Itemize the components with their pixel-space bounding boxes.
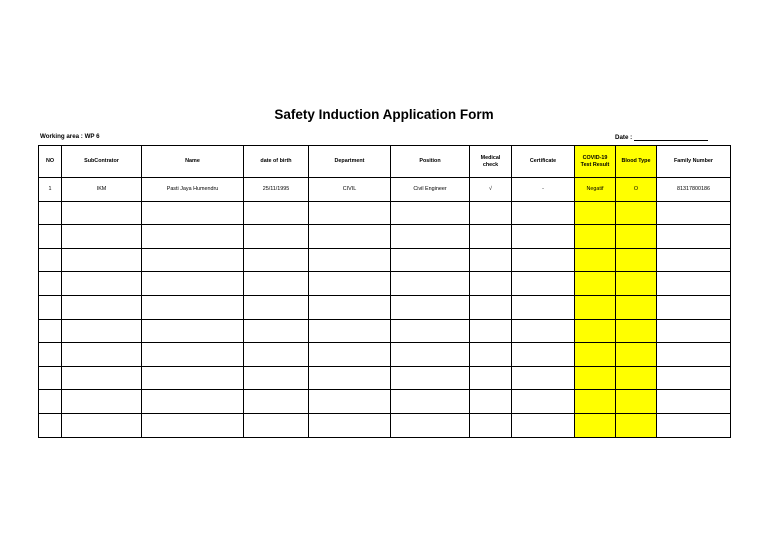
cell-medical-check-empty[interactable] [470, 319, 512, 343]
header-covid-test-result [575, 146, 616, 178]
cell-date-of-birth-empty[interactable] [244, 366, 309, 390]
cell-name[interactable]: Pasti Jaya Humendru [142, 178, 244, 202]
cell-certificate-empty[interactable] [512, 295, 575, 319]
cell-date-of-birth-empty[interactable] [244, 295, 309, 319]
cell-medical-check-empty[interactable] [470, 366, 512, 390]
cell-position[interactable]: Civil Engineer [391, 178, 470, 202]
cell-position-empty[interactable] [391, 201, 470, 225]
date-field [615, 133, 708, 141]
cell-no-empty[interactable] [39, 343, 62, 367]
cell-subcontrator-empty[interactable] [62, 295, 142, 319]
cell-family-number-empty[interactable] [657, 390, 731, 414]
cell-name-empty[interactable] [142, 366, 244, 390]
cell-position-empty[interactable] [391, 413, 470, 437]
cell-subcontrator-empty[interactable] [62, 225, 142, 249]
form-title: Safety Induction Application Form [274, 107, 494, 122]
cell-blood-type[interactable]: O [616, 178, 657, 202]
cell-position-empty[interactable] [391, 225, 470, 249]
table-row-empty [39, 390, 731, 414]
table-body [39, 178, 731, 438]
cell-no[interactable]: 1 [39, 178, 62, 202]
cell-certificate-empty[interactable] [512, 343, 575, 367]
cell-name-empty[interactable] [142, 248, 244, 272]
cell-date-of-birth-empty[interactable] [244, 390, 309, 414]
cell-blood-type-empty[interactable] [616, 413, 657, 437]
cell-date-of-birth-empty[interactable] [244, 272, 309, 296]
cell-certificate-empty[interactable] [512, 366, 575, 390]
cell-name-empty[interactable] [142, 201, 244, 225]
header-row [39, 146, 731, 178]
cell-family-number-empty[interactable] [657, 413, 731, 437]
cell-date-of-birth-empty[interactable] [244, 225, 309, 249]
cell-date-of-birth-empty[interactable] [244, 343, 309, 367]
cell-covid-test-result[interactable]: Negatif [575, 178, 616, 202]
cell-family-number-empty[interactable] [657, 366, 731, 390]
table-row-empty [39, 201, 731, 225]
header-medical-check [470, 146, 512, 178]
cell-family-number-empty[interactable] [657, 248, 731, 272]
cell-subcontrator-empty[interactable] [62, 390, 142, 414]
header-date-of-birth: date of birth [244, 146, 309, 178]
header-position: Position [391, 146, 470, 178]
cell-position-empty[interactable] [391, 248, 470, 272]
cell-no-empty[interactable] [39, 248, 62, 272]
header-no: NO [39, 146, 62, 178]
table-row-empty [39, 343, 731, 367]
cell-blood-type-empty[interactable] [616, 366, 657, 390]
cell-medical-check-empty[interactable] [470, 390, 512, 414]
cell-subcontrator[interactable]: IKM [62, 178, 142, 202]
table-row [39, 178, 731, 202]
table-row-empty [39, 295, 731, 319]
cell-family-number-empty[interactable] [657, 272, 731, 296]
header-blood-type: Blood Type [616, 146, 657, 178]
cell-certificate-empty[interactable] [512, 272, 575, 296]
table-row-empty [39, 319, 731, 343]
cell-blood-type-empty[interactable] [616, 390, 657, 414]
header-name: Name [142, 146, 244, 178]
induction-table [38, 145, 731, 438]
cell-medical-check-empty[interactable] [470, 272, 512, 296]
cell-medical-check-empty[interactable] [470, 225, 512, 249]
cell-name-empty[interactable] [142, 413, 244, 437]
cell-blood-type-empty[interactable] [616, 295, 657, 319]
cell-no-empty[interactable] [39, 225, 62, 249]
date-blank-line [634, 133, 708, 141]
table-row-empty [39, 248, 731, 272]
cell-subcontrator-empty[interactable] [62, 272, 142, 296]
cell-covid-test-result-empty[interactable] [575, 248, 616, 272]
cell-blood-type-empty[interactable] [616, 201, 657, 225]
cell-certificate-empty[interactable] [512, 319, 575, 343]
cell-certificate-empty[interactable] [512, 201, 575, 225]
cell-medical-check-empty[interactable] [470, 413, 512, 437]
table-row-empty [39, 413, 731, 437]
cell-blood-type-empty[interactable] [616, 272, 657, 296]
cell-no-empty[interactable] [39, 366, 62, 390]
table-row-empty [39, 366, 731, 390]
cell-blood-type-empty[interactable] [616, 225, 657, 249]
cell-date-of-birth-empty[interactable] [244, 413, 309, 437]
cell-date-of-birth-empty[interactable] [244, 201, 309, 225]
cell-family-number-empty[interactable] [657, 295, 731, 319]
cell-name-empty[interactable] [142, 343, 244, 367]
cell-subcontrator-empty[interactable] [62, 248, 142, 272]
cell-family-number-empty[interactable] [657, 343, 731, 367]
cell-covid-test-result-empty[interactable] [575, 272, 616, 296]
cell-name-empty[interactable] [142, 295, 244, 319]
header-covid-line1: COVID-19 [582, 154, 608, 161]
cell-subcontrator-empty[interactable] [62, 319, 142, 343]
cell-no-empty[interactable] [39, 413, 62, 437]
cell-family-number[interactable]: 81317800186 [657, 178, 731, 202]
cell-blood-type-empty[interactable] [616, 343, 657, 367]
cell-no-empty[interactable] [39, 295, 62, 319]
cell-no-empty[interactable] [39, 201, 62, 225]
cell-certificate[interactable]: - [512, 178, 575, 202]
cell-certificate-empty[interactable] [512, 390, 575, 414]
cell-department-empty[interactable] [309, 390, 391, 414]
cell-department-empty[interactable] [309, 413, 391, 437]
cell-no-empty[interactable] [39, 319, 62, 343]
cell-name-empty[interactable] [142, 272, 244, 296]
cell-medical-check-empty[interactable] [470, 248, 512, 272]
cell-no-empty[interactable] [39, 390, 62, 414]
cell-family-number-empty[interactable] [657, 201, 731, 225]
cell-department-empty[interactable] [309, 343, 391, 367]
header-medical-line1: Medical [480, 154, 501, 161]
cell-name-empty[interactable] [142, 225, 244, 249]
cell-blood-type-empty[interactable] [616, 248, 657, 272]
cell-covid-test-result-empty[interactable] [575, 225, 616, 249]
cell-position-empty[interactable] [391, 390, 470, 414]
cell-subcontrator-empty[interactable] [62, 413, 142, 437]
cell-position-empty[interactable] [391, 319, 470, 343]
cell-date-of-birth[interactable]: 25/11/1995 [244, 178, 309, 202]
cell-department-empty[interactable] [309, 225, 391, 249]
header-medical-line2: check [482, 161, 499, 168]
cell-family-number-empty[interactable] [657, 319, 731, 343]
header-covid-line2: Test Result [580, 161, 610, 168]
cell-department-empty[interactable] [309, 366, 391, 390]
cell-covid-test-result-empty[interactable] [575, 319, 616, 343]
cell-covid-test-result-empty[interactable] [575, 201, 616, 225]
cell-family-number-empty[interactable] [657, 225, 731, 249]
cell-position-empty[interactable] [391, 272, 470, 296]
cell-covid-test-result-empty[interactable] [575, 295, 616, 319]
cell-date-of-birth-empty[interactable] [244, 248, 309, 272]
cell-name-empty[interactable] [142, 390, 244, 414]
date-label: Date : [615, 134, 633, 141]
header-department: Department [309, 146, 391, 178]
cell-medical-check-empty[interactable] [470, 295, 512, 319]
table-row-empty [39, 272, 731, 296]
cell-department-empty[interactable] [309, 248, 391, 272]
cell-blood-type-empty[interactable] [616, 319, 657, 343]
cell-date-of-birth-empty[interactable] [244, 319, 309, 343]
cell-department-empty[interactable] [309, 272, 391, 296]
cell-position-empty[interactable] [391, 366, 470, 390]
header-family-number: Family Number [657, 146, 731, 178]
cell-subcontrator-empty[interactable] [62, 201, 142, 225]
cell-subcontrator-empty[interactable] [62, 366, 142, 390]
header-certificate: Certificate [512, 146, 575, 178]
cell-department[interactable]: CIVIL [309, 178, 391, 202]
cell-position-empty[interactable] [391, 343, 470, 367]
cell-department-empty[interactable] [309, 295, 391, 319]
table-row-empty [39, 225, 731, 249]
cell-covid-test-result-empty[interactable] [575, 343, 616, 367]
cell-department-empty[interactable] [309, 201, 391, 225]
cell-no-empty[interactable] [39, 272, 62, 296]
cell-certificate-empty[interactable] [512, 413, 575, 437]
cell-covid-test-result-empty[interactable] [575, 390, 616, 414]
cell-subcontrator-empty[interactable] [62, 343, 142, 367]
header-subcontrator: SubContrator [62, 146, 142, 178]
cell-department-empty[interactable] [309, 319, 391, 343]
cell-covid-test-result-empty[interactable] [575, 366, 616, 390]
cell-covid-test-result-empty[interactable] [575, 413, 616, 437]
working-area-label: Working area : WP 6 [40, 133, 100, 140]
cell-certificate-empty[interactable] [512, 248, 575, 272]
cell-medical-check-empty[interactable] [470, 201, 512, 225]
cell-name-empty[interactable] [142, 319, 244, 343]
cell-certificate-empty[interactable] [512, 225, 575, 249]
cell-medical-check-empty[interactable] [470, 343, 512, 367]
cell-medical-check[interactable]: √ [470, 178, 512, 202]
cell-position-empty[interactable] [391, 295, 470, 319]
